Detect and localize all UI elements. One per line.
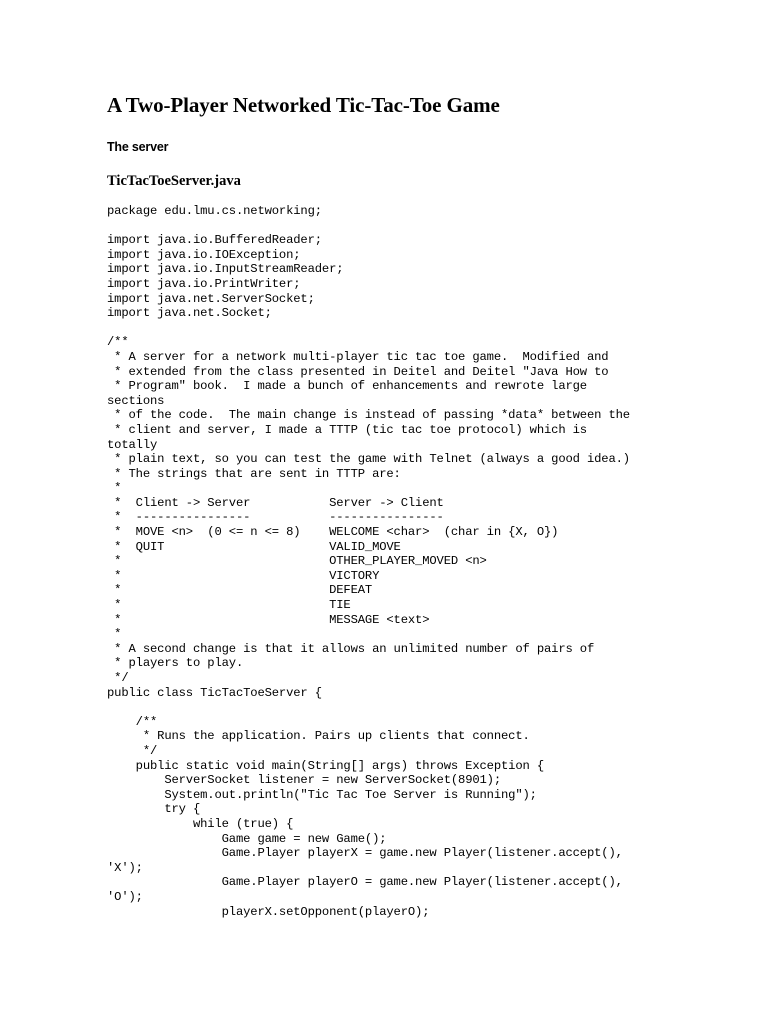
file-heading: TicTacToeServer.java <box>107 173 241 189</box>
document-page <box>107 92 707 919</box>
code-listing: package edu.lmu.cs.networking; import java.io.BufferedReader; import java.io.IOException; import java.io.InputStreamReader; import java.io.PrintWriter; import java.net.ServerSocket; import java.net.Socket; /** * A server for a network multi-player tic tac toe game. Modified and * extended from the class presented in Deitel and Deitel "Java How to * Program" book. I made a bunch of enhancements and rewrote large sections * of the code. The main change is instead of passing *data* between the * client and server, I made a TTTP (tic tac toe protocol) which is totally * plain text, so you can test the game with Telnet (always a good idea.) * The strings that are sent in TTTP are: * * Client -> Server Server -> Client * ---------------- ---------------- * MOVE <n> (0 <= n <= 8) WELCOME <char> (char in {X, O}) * QUIT VALID_MOVE * OTHER_PLAYER_MOVED <n> * VICTORY * DEFEAT * TIE * MESSAGE <text> * * A second change is that it allows an unlimited number of pairs of * players to play. */ public class TicTacToeServer { /** * Runs the application. Pairs up clients that connect. */ public static void main(String[] args) throws Exception { ServerSocket listener = new ServerSocket(8901); System.out.println("Tic Tac Toe Server is Running"); try { while (true) { Game game = new Game(); Game.Player playerX = game.new Player(listener.accept(), 'X'); Game.Player playerO = game.new Player(listener.accept(), 'O'); playerX.setOpponent(playerO); <box>107 204 630 919</box>
section-heading-server: The server <box>107 140 169 154</box>
document-title: A Two-Player Networked Tic-Tac-Toe Game <box>107 93 500 117</box>
